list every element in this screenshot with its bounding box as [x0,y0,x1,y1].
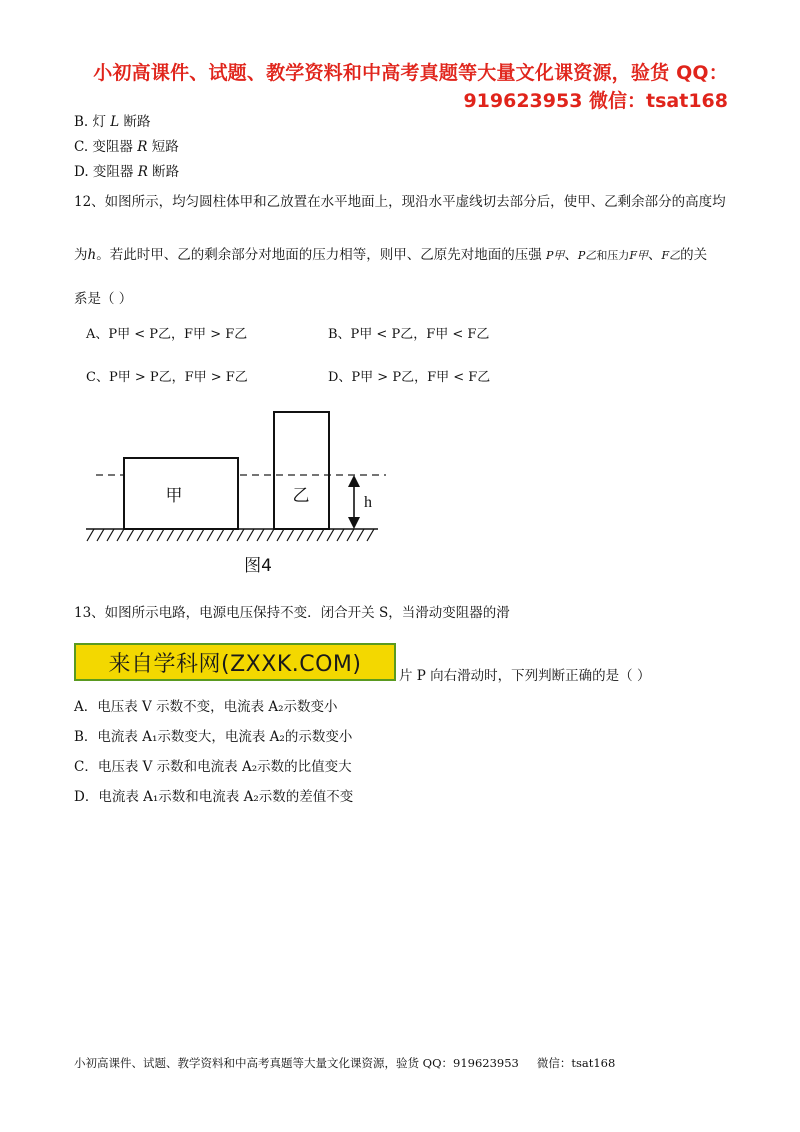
q12-line-3: 系是（ ） [74,291,133,307]
q13-option-a: A．电压表 V 示数不变，电流表 A₂示数变小 [74,699,338,715]
q12-line-1: 12、如图所示，均匀圆柱体甲和乙放置在水平地面上，现沿水平虚线切去部分后，使甲、乙剩余部分的高度均 [74,194,726,210]
yi-label: 乙 [292,486,310,506]
q12-option-b: B、P甲 < P乙，F甲 < F乙 [328,327,490,342]
prev-option-b: B. 灯 L 断路 [74,114,151,130]
q12-option-a: A、P甲 < P乙，F甲 > F乙 [86,327,248,342]
header-line-1: 小初高课件、试题、教学资料和中高考真题等大量文化课资源，验货 QQ： [93,62,728,84]
watermark-text: 来自学科网(ZXXK.COM) [108,651,362,677]
h-label: h [364,494,372,511]
q13-option-d: D．电流表 A₁示数和电流表 A₂示数的差值不变 [74,789,354,805]
q13-option-b: B．电流表 A₁示数变大，电流表 A₂的示数变小 [74,729,353,745]
watermark-banner [74,643,396,681]
q12-option-c: C、P甲 > P乙，F甲 > F乙 [86,370,248,385]
figure-caption: 图4 [244,556,272,576]
q12-line-2: 为h。若此时甲、乙的剩余部分对地面的压力相等，则甲、乙原先对地面的压强 P甲、P乙和压力F甲、F乙的关 [74,247,708,263]
ground-hatching [87,529,374,541]
q12-option-d: D、P甲 > P乙，F甲 < F乙 [328,370,491,385]
h-arrow-up-icon [348,475,360,487]
jia-label: 甲 [165,486,183,506]
footer-right: 微信：tsat168 [536,1056,616,1070]
footer-left: 小初高课件、试题、教学资料和中高考真题等大量文化课资源，验货 QQ：919623953 [74,1056,519,1070]
prev-option-c: C. 变阻器 R 短路 [74,139,179,155]
block-yi [274,412,329,529]
q13-line-1: 13、如图所示电路，电源电压保持不变．闭合开关 S，当滑动变阻器的滑 [74,605,510,621]
q13-line-2: 片 P 向右滑动时，下列判断正确的是（ ） [399,668,651,684]
page-footer [74,1055,615,1071]
q13-option-c: C．电压表 V 示数和电流表 A₂示数的比值变大 [74,759,352,775]
header-line-2: 919623953 微信：tsat168 [463,90,728,112]
q12-figure [86,405,396,585]
h-arrow-down-icon [348,517,360,529]
prev-option-d: D. 变阻器 R 断路 [74,164,180,180]
